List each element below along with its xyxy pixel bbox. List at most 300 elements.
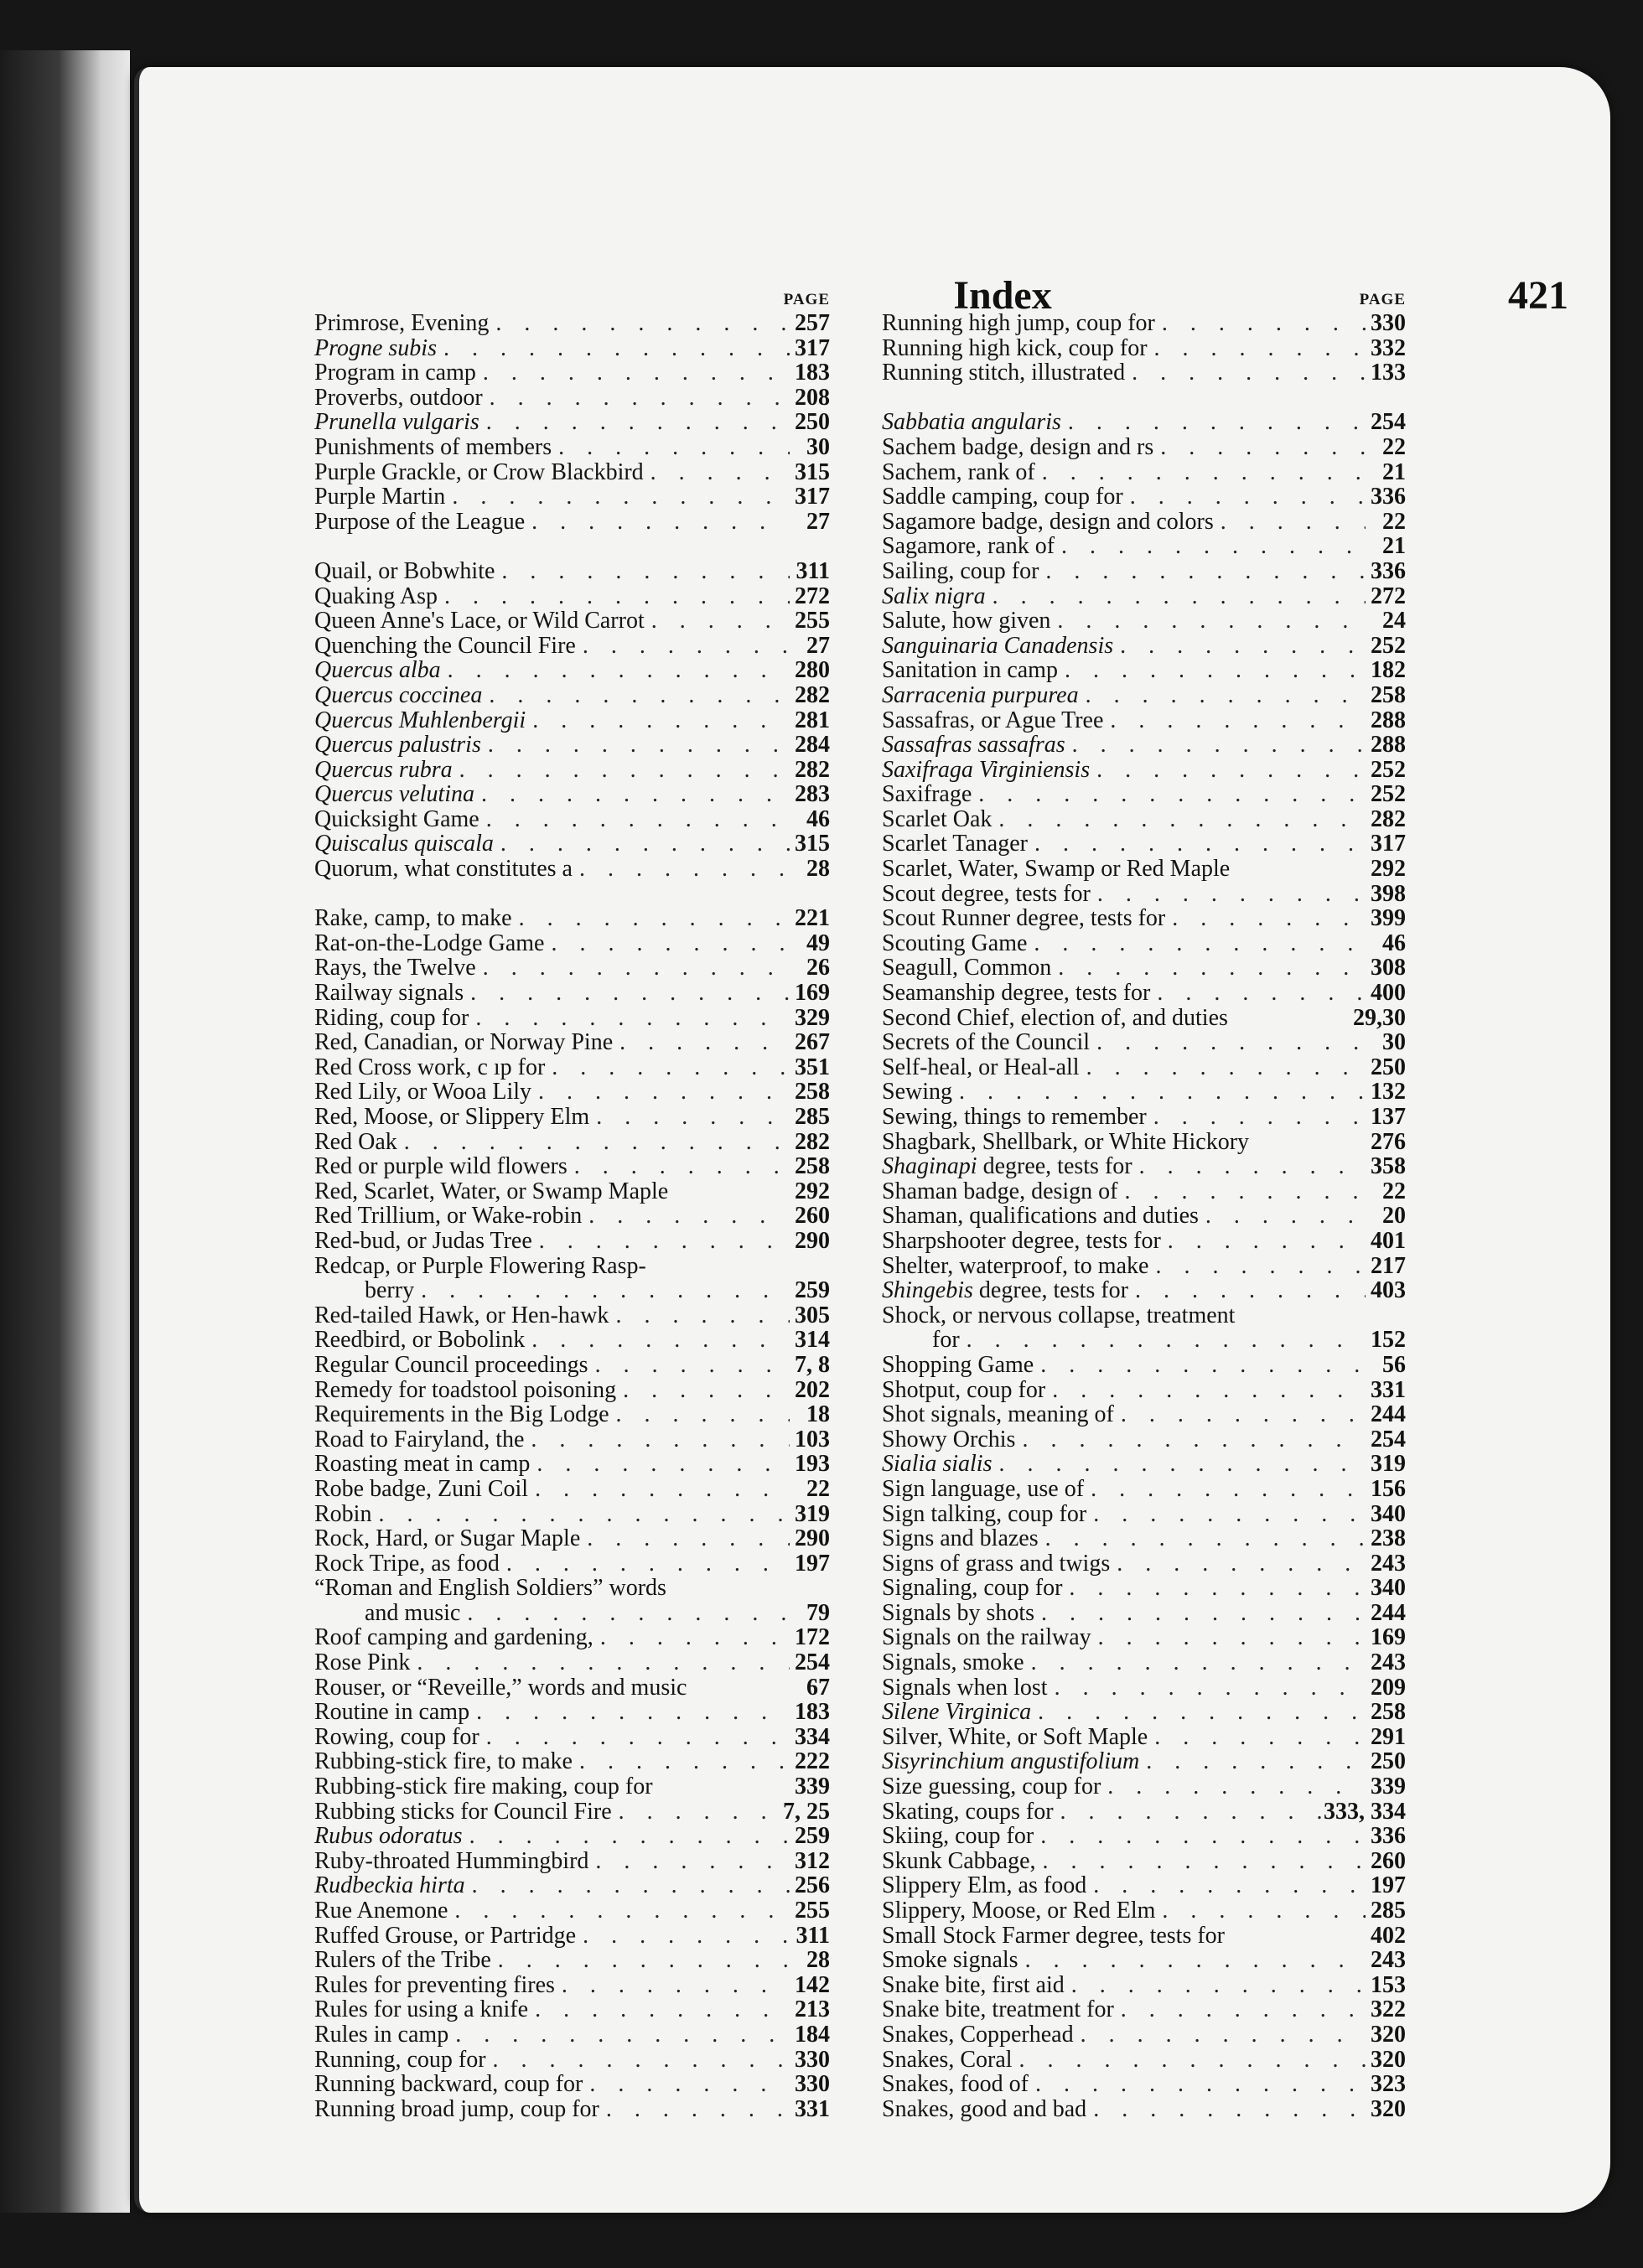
entry-label: Sisyrinchium angustifolium	[882, 1748, 1140, 1775]
entry-label: Quercus palustris	[314, 732, 481, 759]
entry-label: and music	[365, 1599, 461, 1626]
entry-label: Robin	[314, 1500, 372, 1527]
entry-label: Shot signals, meaning of	[882, 1401, 1114, 1428]
dot-leader	[1110, 1551, 1366, 1577]
entry-label: Signals on the railway	[882, 1624, 1091, 1651]
dot-leader	[1165, 906, 1366, 931]
index-entry	[882, 955, 1406, 981]
dot-leader	[1150, 981, 1366, 1006]
entry-page-number: 193	[795, 1451, 830, 1478]
index-entry	[314, 1774, 830, 1799]
index-entry	[882, 931, 1406, 956]
entry-label: Quercus alba	[314, 657, 441, 684]
dot-leader	[445, 484, 790, 510]
entry-page-number: 311	[796, 1922, 830, 1949]
index-entry	[882, 311, 1406, 336]
index-entries-left	[314, 311, 830, 2121]
entry-label: Purple Grackle, or Crow Blackbird	[314, 458, 644, 485]
dot-leader	[1091, 1625, 1366, 1650]
entry-page-number: 20	[1382, 1203, 1406, 1230]
entry-page-number: 334	[795, 1723, 830, 1750]
entry-label: Sachem badge, design and rs	[882, 433, 1154, 460]
index-entry	[882, 1055, 1406, 1080]
entry-label: Routine in camp	[314, 1699, 470, 1726]
index-entry	[882, 634, 1406, 659]
index-entry	[314, 1700, 830, 1725]
entry-label: Red Cross work, c ıp for	[314, 1054, 546, 1080]
dot-leader	[1036, 1849, 1366, 1874]
entry-page-number: 256	[795, 1872, 830, 1899]
entry-page-number: 26	[806, 955, 830, 981]
dot-leader	[1086, 2097, 1366, 2122]
entry-page-number: 311	[796, 557, 830, 584]
dot-leader	[476, 360, 790, 386]
index-entry	[882, 1973, 1406, 1998]
entry-label: Scarlet Tanager	[882, 831, 1028, 857]
index-entry	[314, 2097, 830, 2122]
entry-label: Sharpshooter degree, tests for	[882, 1227, 1161, 1254]
dot-leader	[438, 584, 790, 609]
entry-page-number: 27	[806, 508, 830, 535]
entry-page-number: 169	[795, 980, 830, 1007]
entry-label: Red Lily, or Wooa Lily	[314, 1079, 532, 1106]
entry-page-number: 290	[795, 1227, 830, 1254]
index-entry	[882, 1278, 1406, 1303]
index-entry	[882, 1601, 1406, 1626]
dot-leader	[1123, 484, 1366, 510]
entry-page-number: 282	[795, 681, 830, 708]
entry-page-number: 329	[795, 1004, 830, 1031]
dot-leader	[1015, 1427, 1366, 1452]
dot-leader	[952, 1080, 1366, 1105]
entry-page-number: 133	[1371, 360, 1406, 386]
entry-label: Purpose of the League	[314, 508, 526, 535]
page-column-label: PAGE	[1359, 291, 1406, 308]
entry-page-number: 292	[795, 1178, 830, 1204]
dot-leader	[526, 708, 790, 733]
entry-page-number: 255	[795, 1898, 830, 1924]
entry-label: “Roman and English Soldiers” words	[314, 1575, 666, 1602]
entry-label: Ruby-throated Hummingbird	[314, 1847, 589, 1874]
entry-page-number: 30	[1382, 1029, 1406, 1056]
dot-leader	[1118, 1179, 1366, 1204]
index-entry	[314, 2048, 830, 2073]
entry-page-number: 27	[806, 632, 830, 659]
entry-label: Snake bite, treatment for	[882, 1996, 1114, 2023]
index-entry	[882, 683, 1406, 708]
entry-label: Red Trillium, or Wake-robin	[314, 1203, 583, 1230]
entry-label: Scout Runner degree, tests for	[882, 905, 1166, 932]
entry-page-number: 282	[795, 756, 830, 783]
entry-page-number: 285	[1371, 1898, 1406, 1924]
entry-page-number: 217	[1371, 1252, 1406, 1279]
entry-page-number: 259	[795, 1823, 830, 1850]
entry-label: Scarlet, Water, Swamp or Red Maple	[882, 856, 1231, 883]
entry-page-number: 317	[795, 334, 830, 361]
entry-label: Rock Tripe, as food	[314, 1550, 500, 1577]
entry-page-number: 46	[1382, 929, 1406, 956]
entry-page-number: 213	[795, 1996, 830, 2023]
dot-leader	[1148, 336, 1366, 361]
entry-page-number: 323	[1371, 2071, 1406, 2098]
entry-label: Showy Orchis	[882, 1426, 1016, 1452]
dot-leader	[463, 1824, 790, 1849]
entry-label: Rubbing-stick fire making, coup for	[314, 1773, 653, 1800]
entry-page-number: 340	[1371, 1500, 1406, 1527]
entry-label: Slippery, Moose, or Red Elm	[882, 1898, 1156, 1924]
entry-page-number: 330	[795, 2046, 830, 2073]
index-entry	[882, 1229, 1406, 1254]
dot-leader	[460, 1601, 790, 1626]
entry-page-number: 21	[1382, 458, 1406, 485]
index-entry	[314, 1675, 830, 1701]
index-entry	[314, 1576, 830, 1601]
dot-leader	[593, 1625, 790, 1650]
entry-label: Sign language, use of	[882, 1475, 1085, 1502]
dot-leader	[448, 2022, 790, 2048]
index-entry	[882, 1700, 1406, 1725]
dot-leader	[1048, 1675, 1366, 1701]
index-entry	[314, 1080, 830, 1105]
index-entry	[882, 2097, 1406, 2122]
dot-leader	[414, 1278, 790, 1303]
entry-page-number: 172	[795, 1624, 830, 1651]
entry-page-number: 281	[795, 707, 830, 733]
dot-leader	[525, 1328, 790, 1353]
entry-label: Signals by shots	[882, 1599, 1035, 1626]
index-entry	[882, 1006, 1406, 1031]
entry-page-number: 340	[1371, 1575, 1406, 1602]
index-entry	[314, 584, 830, 609]
entry-page-number: 28	[806, 856, 830, 883]
entry-page-number: 258	[1371, 1699, 1406, 1726]
dot-leader	[589, 1105, 790, 1130]
index-entry	[314, 1229, 830, 1254]
entry-label: Snakes, food of	[882, 2071, 1029, 2098]
entry-page-number: 317	[795, 484, 830, 510]
entry-label: Smoke signals	[882, 1947, 1018, 1974]
entry-label: Redcap, or Purple Flowering Rasp-	[314, 1252, 646, 1279]
dot-leader	[1034, 1824, 1366, 1849]
dot-leader	[1086, 1502, 1366, 1527]
index-entry	[314, 1378, 830, 1403]
entry-page-number: 182	[1371, 657, 1406, 684]
dot-leader	[972, 782, 1366, 807]
index-entry	[314, 1924, 830, 1949]
entry-label: Shock, or nervous collapse, treatment	[882, 1302, 1236, 1328]
entry-page-number: 288	[1371, 732, 1406, 759]
dot-leader	[481, 733, 790, 758]
dot-leader	[616, 1378, 790, 1403]
entry-label: Rat-on-the-Lodge Game	[314, 929, 545, 956]
entry-page-number: 258	[795, 1079, 830, 1106]
dot-leader	[580, 1526, 790, 1551]
entry-label: Red, Scarlet, Water, or Swamp Maple	[314, 1178, 669, 1204]
entry-page-number: 132	[1371, 1079, 1406, 1106]
index-entry	[314, 857, 830, 882]
entry-page-number: 315	[795, 831, 830, 857]
dot-leader	[410, 1650, 790, 1675]
dot-leader	[1065, 1973, 1366, 1998]
index-entry	[314, 1725, 830, 1750]
dot-leader	[1065, 733, 1366, 758]
entry-page-number: 305	[795, 1302, 830, 1328]
index-entry	[314, 1898, 830, 1924]
entry-label: Sign talking, coup for	[882, 1500, 1087, 1527]
index-entry	[314, 1452, 830, 1477]
index-entry	[314, 360, 830, 386]
index-entry	[882, 1154, 1406, 1179]
entry-page-number: 197	[795, 1550, 830, 1577]
entry-page-number: 238	[1371, 1525, 1406, 1552]
dot-leader	[453, 758, 790, 783]
index-entry	[882, 1650, 1406, 1675]
index-entry	[314, 634, 830, 659]
index-entry	[314, 1799, 830, 1825]
dot-leader	[1084, 1477, 1366, 1502]
index-entry	[314, 1353, 830, 1378]
entry-label: Sagamore, rank of	[882, 533, 1055, 560]
entry-page-number: 153	[1371, 1971, 1406, 1998]
entry-label: Riding, coup for	[314, 1004, 469, 1031]
entry-label: Sabbatia angularis	[882, 409, 1061, 436]
entry-label: Scout degree, tests for	[882, 880, 1091, 907]
index-entry	[314, 807, 830, 832]
index-entry	[314, 460, 830, 485]
entry-label: Signs and blazes	[882, 1525, 1039, 1552]
index-entry	[314, 683, 830, 708]
entry-page-number: 22	[1382, 1178, 1406, 1204]
dot-leader	[1080, 1055, 1366, 1080]
facing-page-edge	[0, 50, 130, 2213]
dot-leader	[576, 634, 790, 659]
index-entry	[314, 1625, 830, 1650]
dot-leader	[1114, 1997, 1366, 2022]
index-entry	[882, 1948, 1406, 1973]
entry-page-number: 272	[1371, 583, 1406, 609]
entry-label: Red-tailed Hawk, or Hen-hawk	[314, 1302, 609, 1328]
entry-label: Red, Canadian, or Norway Pine	[314, 1029, 614, 1056]
dot-leader	[1161, 1229, 1366, 1254]
dot-leader	[583, 2072, 790, 2097]
index-entry	[882, 410, 1406, 435]
index-column-left	[314, 289, 830, 2121]
index-entry	[882, 1824, 1406, 1849]
dot-leader	[1039, 1526, 1366, 1551]
page-number: 421	[1508, 273, 1568, 318]
entry-page-number: 333, 334	[1324, 1798, 1406, 1825]
entry-label: Second Chief, election of, and duties	[882, 1004, 1228, 1031]
entry-label: Roof camping and gardening,	[314, 1624, 593, 1651]
index-entry	[882, 1551, 1406, 1577]
dot-leader	[1086, 1873, 1366, 1898]
dot-leader	[494, 831, 790, 857]
dot-leader	[1055, 534, 1366, 559]
entry-page-number: 21	[1382, 533, 1406, 560]
entry-label: Red or purple wild flowers	[314, 1153, 568, 1180]
entry-label: Roasting meat in camp	[314, 1451, 531, 1478]
dot-leader	[448, 1898, 790, 1924]
blank-line	[314, 534, 830, 559]
entry-label: Quenching the Council Fire	[314, 632, 576, 659]
entry-page-number: 330	[1371, 310, 1406, 336]
entry-label: Requirements in the Big Lodge	[314, 1401, 609, 1428]
entry-page-number: 358	[1371, 1153, 1406, 1180]
index-entry	[882, 534, 1406, 559]
index-entry	[882, 807, 1406, 832]
entry-label: Saxifraga Virginiensis	[882, 756, 1091, 783]
entry-page-number: 243	[1371, 1947, 1406, 1974]
dot-leader	[479, 807, 790, 832]
index-column-right	[882, 289, 1406, 2121]
entry-page-number: 330	[795, 2071, 830, 2098]
entry-label: Skating, coups for	[882, 1798, 1054, 1825]
index-entry	[882, 981, 1406, 1006]
index-entry	[314, 831, 830, 857]
dot-leader	[1155, 1898, 1366, 1924]
dot-leader	[476, 955, 790, 981]
entry-page-number: 22	[1382, 433, 1406, 460]
entry-label: Shaman badge, design of	[882, 1178, 1118, 1204]
dot-leader	[588, 1849, 790, 1874]
entry-label: Running backward, coup for	[314, 2071, 583, 2098]
entry-label: Shaginapi degree, tests for	[882, 1153, 1132, 1180]
index-entry	[882, 2048, 1406, 2073]
index-entry	[314, 782, 830, 807]
entry-label: Rubbing-stick fire, to make	[314, 1748, 573, 1775]
entry-label: Running stitch, illustrated	[882, 360, 1126, 386]
entry-page-number: 169	[1371, 1624, 1406, 1651]
entry-label: Rules for using a knife	[314, 1996, 529, 2023]
dot-leader	[489, 311, 790, 336]
entry-label: Salute, how given	[882, 608, 1051, 634]
index-entry	[314, 1502, 830, 1527]
dot-leader	[1058, 658, 1366, 683]
entry-label: Sewing, things to remember	[882, 1104, 1147, 1130]
entry-label: Shelter, waterproof, to make	[882, 1252, 1149, 1279]
entry-label: Primrose, Evening	[314, 310, 490, 336]
dot-leader	[1155, 311, 1366, 336]
entry-label: Shingebis degree, tests for	[882, 1277, 1128, 1304]
index-entry	[314, 1824, 830, 1849]
index-entry	[882, 1105, 1406, 1130]
index-entry	[314, 1055, 830, 1080]
dot-leader	[1018, 1948, 1366, 1973]
index-entry	[314, 386, 830, 411]
index-entry	[882, 1576, 1406, 1601]
entry-label: Rubus odoratus	[314, 1823, 463, 1850]
entry-page-number: 67	[806, 1674, 830, 1701]
entry-label: Rubbing sticks for Council Fire	[314, 1798, 612, 1825]
entry-page-number: 152	[1371, 1327, 1406, 1354]
entry-page-number: 400	[1371, 980, 1406, 1007]
entry-label: Rose Pink	[314, 1649, 411, 1676]
entry-label: Red Oak	[314, 1128, 397, 1155]
entry-label: Sewing	[882, 1079, 952, 1106]
dot-leader	[437, 336, 790, 361]
dot-leader	[528, 1477, 790, 1502]
entry-page-number: 255	[795, 608, 830, 634]
entry-label: Seagull, Common	[882, 955, 1052, 981]
entry-label: Shagbark, Shellbark, or White Hickory	[882, 1128, 1250, 1155]
dot-leader	[1079, 683, 1366, 708]
index-entry	[314, 1254, 830, 1279]
entry-label: Punishments of members	[314, 433, 552, 460]
dot-leader	[986, 584, 1366, 609]
index-entry	[882, 831, 1406, 857]
entry-page-number: 351	[795, 1054, 830, 1080]
entry-label: Saxifrage	[882, 781, 972, 808]
dot-leader	[1031, 1700, 1366, 1725]
entry-page-number: 399	[1371, 905, 1406, 932]
entry-page-number: 222	[795, 1748, 830, 1775]
entry-page-number: 288	[1371, 707, 1406, 733]
index-entry	[882, 559, 1406, 584]
entry-page-number: 336	[1371, 484, 1406, 510]
entry-page-number: 282	[1371, 805, 1406, 832]
dot-leader	[397, 1130, 790, 1155]
dot-leader	[525, 510, 790, 535]
index-entry	[882, 1675, 1406, 1701]
index-entry	[882, 1997, 1406, 2022]
entry-page-number: 250	[795, 409, 830, 436]
entry-page-number: 401	[1371, 1227, 1406, 1254]
dot-leader	[483, 386, 790, 411]
entry-page-number: 56	[1382, 1351, 1406, 1378]
entry-page-number: 260	[795, 1203, 830, 1230]
entry-page-number: 254	[1371, 409, 1406, 436]
dot-leader	[1013, 2048, 1366, 2073]
dot-leader	[1024, 1650, 1366, 1675]
entry-label: Rudbeckia hirta	[314, 1872, 465, 1899]
dot-leader	[1090, 758, 1366, 783]
index-entry	[882, 733, 1406, 758]
entry-label: Secrets of the Council	[882, 1029, 1091, 1056]
index-entry	[882, 1924, 1406, 1949]
entry-label: Signaling, coup for	[882, 1575, 1063, 1602]
entry-label: Quaking Asp	[314, 583, 438, 609]
dot-leader	[1027, 931, 1366, 956]
index-entry	[314, 733, 830, 758]
entry-page-number: 254	[1371, 1426, 1406, 1452]
index-entry	[314, 608, 830, 634]
entry-page-number: 252	[1371, 781, 1406, 808]
index-entry	[314, 1303, 830, 1328]
index-entry	[882, 1303, 1406, 1328]
dot-leader	[500, 1551, 790, 1577]
index-entry	[314, 906, 830, 931]
index-entry	[882, 435, 1406, 460]
dot-leader	[1101, 1774, 1366, 1799]
entry-page-number: 403	[1371, 1277, 1406, 1304]
entry-label: Red, Moose, or Slippery Elm	[314, 1104, 590, 1130]
entry-page-number: 183	[795, 1699, 830, 1726]
dot-leader	[1153, 435, 1366, 460]
entry-label: Size guessing, coup for	[882, 1773, 1101, 1800]
index-entry	[314, 1030, 830, 1055]
index-entry	[882, 1378, 1406, 1403]
entry-label: Sarracenia purpurea	[882, 681, 1079, 708]
dot-leader	[1090, 1030, 1366, 1055]
index-entry	[314, 1154, 830, 1179]
entry-label: Shotput, coup for	[882, 1376, 1046, 1403]
entry-label: Sanitation in camp	[882, 657, 1058, 684]
index-entry	[314, 1179, 830, 1204]
entry-page-number: 244	[1371, 1599, 1406, 1626]
dot-leader	[1028, 831, 1366, 857]
entry-label: Quercus rubra	[314, 756, 453, 783]
entry-page-number: 398	[1371, 880, 1406, 907]
